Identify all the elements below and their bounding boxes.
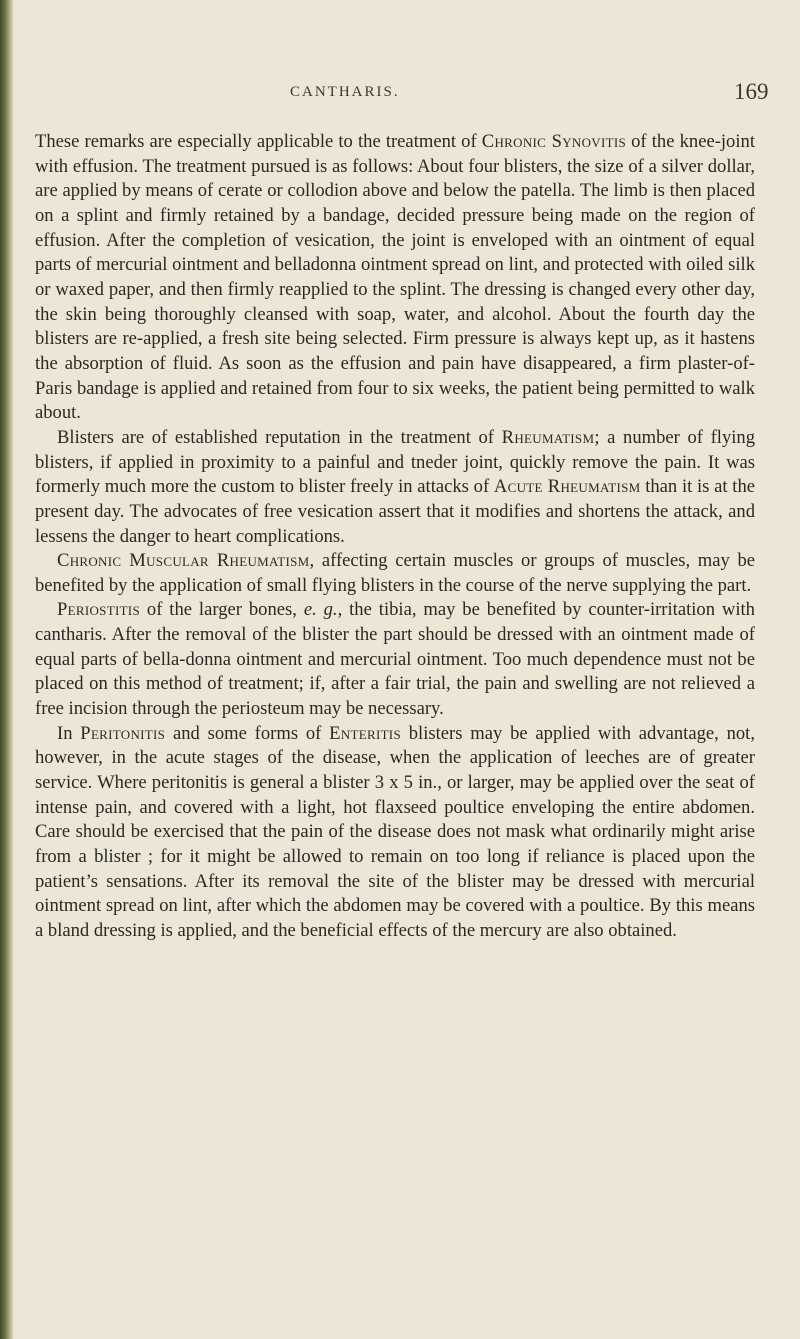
body-text [35,130,755,944]
paragraph [35,598,755,721]
text-segment: blisters may be applied with advantage, not, however, in the acute stages of the disease, when the application of leeches are of greater service. Where peritonitis is general a blister 3 x 5 in., or larger, may be applied over the seat of intense pain, and covered with a light, hot flaxseed poultice enveloping the entire abdomen. Care should be exercised that the pain of the disease does not mask what ordinarily might arise from a blister ; for it might be allowed to remain on too long if reliance is placed upon the patient’s sensations. After its removal the site of the blister may be dressed with mercurial ointment spread on lint, after which the abdomen may be covered with a poultice. By this means a bland dressing is applied, and the beneficial effects of the mercury are also obtained. [35,722,755,941]
text-segment: of the knee-joint with effusion. The treatment pursued is as follows: About four blisters, the size of a silver dollar, are applied by means of cerate or collodion above and below the patella. The limb is then placed on a splint and firmly retained by a bandage, decided pressure being made on the region of effusion. After the completion of vesication, the joint is enveloped with an ointment of equal parts of mercurial ointment and belladonna ointment spread on lint, and protected with oiled silk or waxed paper, and then firmly reapplied to the splint. The dressing is changed every other day, the skin being thoroughly cleansed with soap, water, and alcohol. About the fourth day the blisters are re-applied, a fresh site being selected. Firm pressure is always kept up, as it hastens the absorption of fluid. As soon as the effusion and pain have disappeared, a firm plaster-of-Paris bandage is applied and retained from four to six weeks, the patient being permitted to walk about. [35,131,755,424]
topic-heading: Chronic Muscular Rheumatism [57,550,310,572]
paragraph [35,722,755,944]
paragraph [35,549,755,598]
topic-heading: Enteritis [329,722,401,744]
topic-heading: Periostitis [57,599,140,621]
running-head [0,79,800,114]
text-segment: of the larger bones, [139,599,304,621]
text-segment: ; a number of flying blisters, if applied in proximity to a painful and tneder joint, quickly remove the pain. It was formerly much more the custom to blister freely in attacks of [35,426,756,498]
text-segment: , the tibia, may be benefited by counter-irritation with cantharis. After the removal of the blister the part should be dressed with an ointment made of equal parts of bella-donna ointment and mercurial ointment. Too much dependence must not be placed on this method of treatment; if, after a fair trial, the pain and swelling are not relieved a free incision through the periosteum may be necessary. [35,599,755,720]
text-segment: In [57,722,81,744]
text-segment: than it is at the present day. The advocates of free vesication assert that it modifies and shortens the attack, and lessens the danger to heart complications. [35,476,755,547]
text-segment: and some forms of [165,722,330,744]
text-segment: , affecting certain muscles or groups of muscles, may be benefited by the application of small flying blisters in the course of the nerve supplying the part. [35,550,756,596]
text-segment: Blisters are of established reputation in the treatment of [57,426,502,448]
paragraph [35,130,755,426]
topic-heading: Rheumatism [501,426,595,448]
topic-heading: Peritonitis [80,722,166,744]
running-head-title: CANTHARIS. [290,84,400,100]
topic-heading: Chronic Synovitis [481,131,626,152]
paragraph [35,426,755,549]
text-segment: These remarks are especially applicable to the treatment of [35,131,482,152]
text-segment: e. g. [303,599,338,621]
book-binding-edge [0,0,14,1339]
topic-heading: Acute Rheumatism [493,476,641,498]
page-number: 169 [734,79,769,104]
